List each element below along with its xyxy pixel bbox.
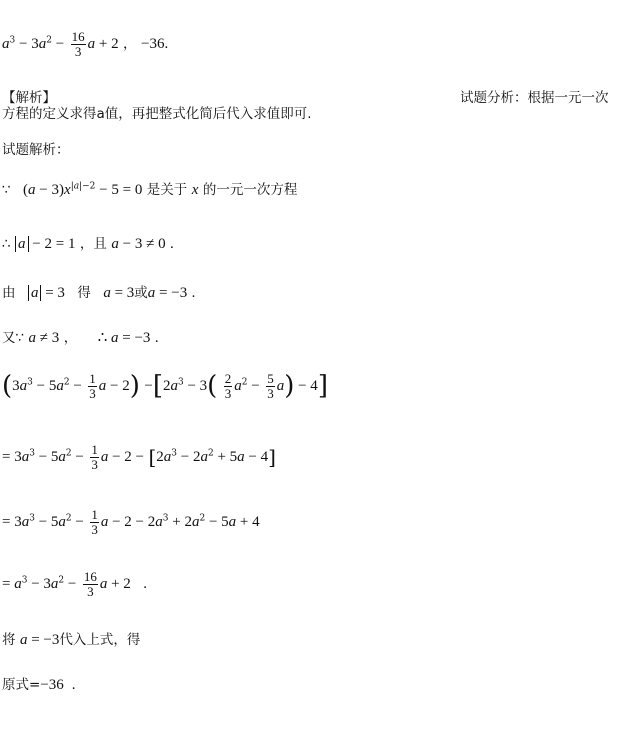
step-3-result: a = 3或a = −3 xyxy=(103,285,188,301)
step-3: 由 a = 3 得 a = 3或a = −3 . xyxy=(2,285,196,301)
substitute-expression: a = −3 xyxy=(19,632,60,648)
step-4-expression: a ≠ 3 xyxy=(28,330,60,346)
equation-2: = $3a^3 - 5a^2$ − $\frac{1}{3}$ $a - 2 - [2a^3 - 2a^2 + 5a - 4]$ xyxy=(2,442,276,472)
step-3-expression: a = 3 xyxy=(28,285,65,301)
answer-value: −36 xyxy=(140,36,165,53)
analysis-right-text: 试题分析：根据一元一次 xyxy=(460,90,609,106)
analysis-tag: 【解析】 xyxy=(2,90,56,106)
step-4-conclusion: ∴ a = −3 xyxy=(97,330,151,346)
equation-3: = $3a^3 - 5a^2$ − $\frac{1}{3}$ $a - 2 - 2a^3 + 2a^2 - 5a + 4$ xyxy=(2,507,260,537)
answer-expression: $a^3 - 3a^2$ − $\frac{16}{3}$ a + 2 xyxy=(2,29,119,59)
step-2: ∴ a − 2 = 1 ，且 a − 3 ≠ 0 . xyxy=(2,236,174,252)
step-2-expression-2: a − 3 ≠ 0 xyxy=(111,236,166,252)
step-4: 又∵ a ≠ 3 ， ∴ a = −3 . xyxy=(2,330,159,346)
equation-1: ($3a^3 - 5a^2$ − $\frac{1}{3}$ $a - 2) -[2a^3 - 3$( $\frac{2}{3}$ $a^2$ − $\frac{5}{3}$ a) − 4] xyxy=(2,371,328,402)
solution-title: 试题解析： xyxy=(2,142,70,158)
step-1: ∵ $(a - 3)x^{|a|-2} - 5 = 0$ 是关于 x 的一元一次方程 xyxy=(2,181,298,198)
step-1-expression: $(a - 3)x^{|a|-2} - 5 = 0$ xyxy=(23,181,143,198)
final-line: 原式=−36 . xyxy=(2,677,76,693)
final-value: −36 xyxy=(40,677,64,693)
answer-line: $a^3 - 3a^2$ − $\frac{16}{3}$ a + 2 ， −36. xyxy=(2,29,169,59)
analysis-line2: 方程的定义求得a值，再把整式化简后代入求值即可. xyxy=(2,106,312,122)
substitute-line: 将 a = −3代入上式，得 xyxy=(2,632,141,648)
equation-4: = $a^3 - 3a^2$ − $\frac{16}{3}$ a + 2 . xyxy=(2,569,147,599)
final-label: 原式= xyxy=(2,677,41,693)
answer-sep: ， xyxy=(123,36,137,53)
step-2-expression: a − 2 = 1 xyxy=(15,236,80,252)
